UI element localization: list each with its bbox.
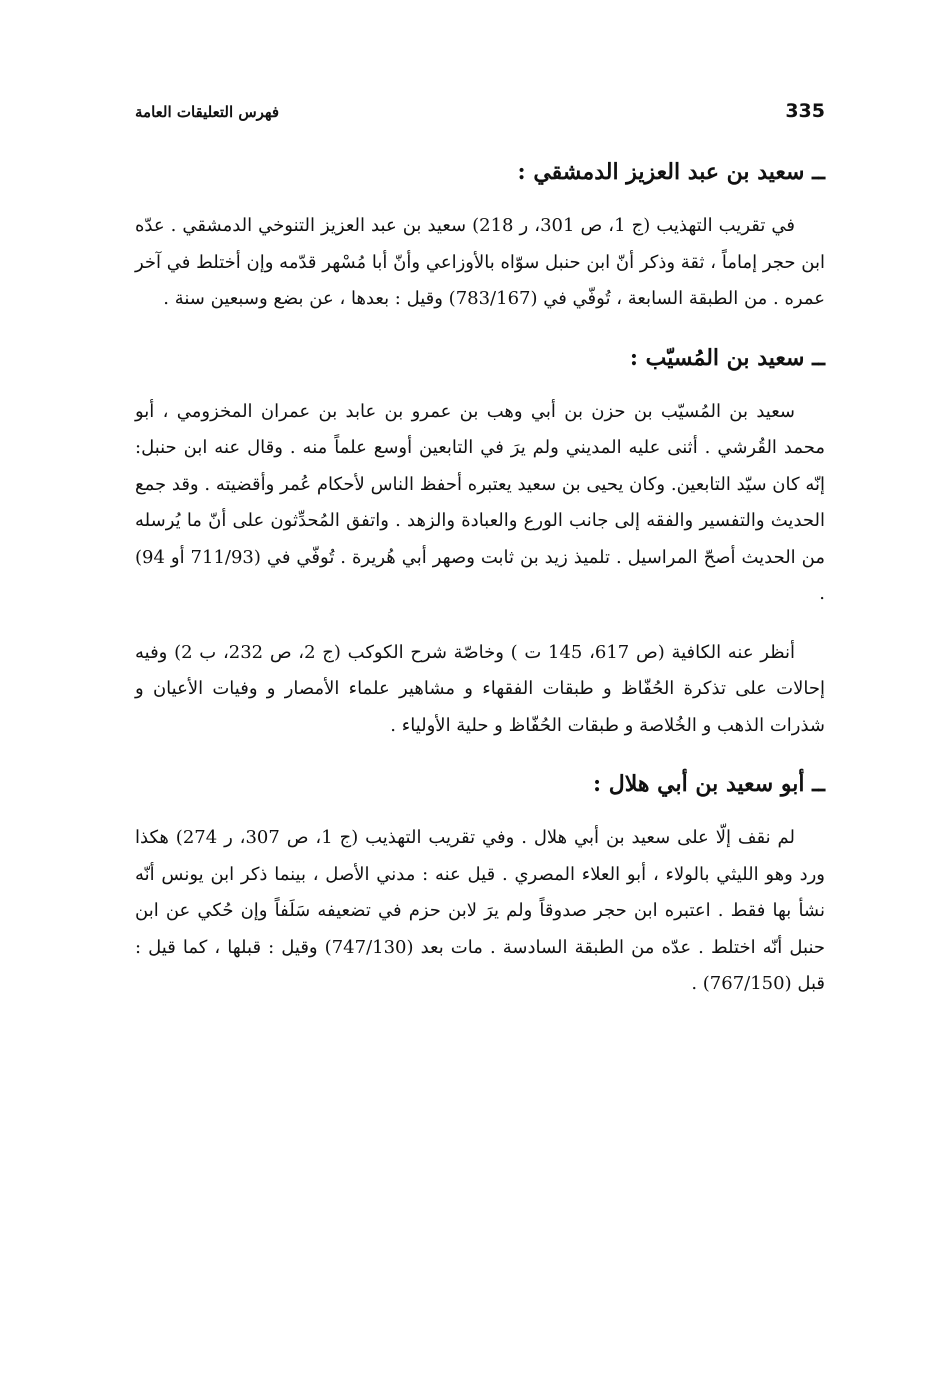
entry-abu-said-ibn-abi-hilal: [135, 766, 825, 1003]
page: [135, 100, 825, 1013]
entry-paragraph: أنظر عنه الكافية (ص 617، 145 ت ) وخاصّة شرح الكوكب (ج 2، ص 232، ب 2) وفيه إحالات على تذكرة الحُفّاظ و طبقات الفقهاء و مشاهير علماء الأمصار و وفيات الأعيان و شذرات الذهب و الخُلاصة و طبقات الحُفّاظ و حلية الأولياء .: [135, 641, 825, 736]
entry-paragraph: لم نقف إلّا على سعيد بن أبي هلال . وفي تقريب التهذيب (ج 1، ص 307، ر 274) هكذا ورد وهو الليثي بالولاء ، أبو العلاء المصري . قيل عنه : مدني الأصل ، بينما ذكر ابن يونس أنّه نشأ بها فقط . اعتبره ابن حجر صدوقاً ولم يرَ لابن حزم في تضعيفه سَلَفاً وإن حُكي عن ابن حنبل أنّه اختلط . عدّه من الطبقة السادسة . مات بعد (747/130) وقيل : قبلها ، كما قيل : قبل (767/150) .: [135, 827, 826, 994]
entry-paragraph: في تقريب التهذيب (ج 1، ص 301، ر 218) سعيد بن عبد العزيز التنوخي الدمشقي . عدّه ابن حجر إماماً ، ثقة وذكر أنّ ابن حنبل سوّاه بالأوزاعي وأنّ أبا مُسْهر قدّمه وإن أختلط في آخر عمره . من الطبقة السابعة ، تُوفّي في (783/167) وقيل : بعدها ، عن بضع وسبعين سنة .: [135, 215, 825, 309]
running-header-title: فهرس التعليقات العامة: [135, 103, 280, 121]
entry-heading: ــ سعيد بن عبد العزيز الدمشقي :: [517, 159, 825, 185]
entry-said-ibn-al-musayyab: [135, 340, 825, 745]
running-header: [135, 100, 825, 140]
entry-said-ibn-abd-al-aziz: [135, 154, 825, 318]
entry-paragraph: سعيد بن المُسيّب بن حزن بن أبي وهب بن عمرو بن عابد بن عمران المخزومي ، أبو محمد القُرشي . أثنى عليه المديني ولم يرَ في التابعين أوسع علماً منه . وقال عنه ابن حنبل: إنّه كان سيّد التابعين. وكان يحيى بن سعيد يعتبره أحفظ الناس لأحكام عُمر وأقضيته . وقد جمع الحديث والتفسير والفقه إلى جانب الورع والعبادة والزهد . واتفق المُحدِّثون على أنّ ما يُرسله من الحديث أصحّ المراسيل . تلميذ زيد بن ثابت وصهر أبي هُريرة . تُوفّي في (711/93 أو 94) .: [135, 400, 825, 604]
entry-heading: ــ أبو سعيد بن أبي هلال :: [593, 771, 825, 797]
entry-heading: ــ سعيد بن المُسيّب :: [629, 344, 825, 371]
page-number: 335: [785, 100, 825, 122]
